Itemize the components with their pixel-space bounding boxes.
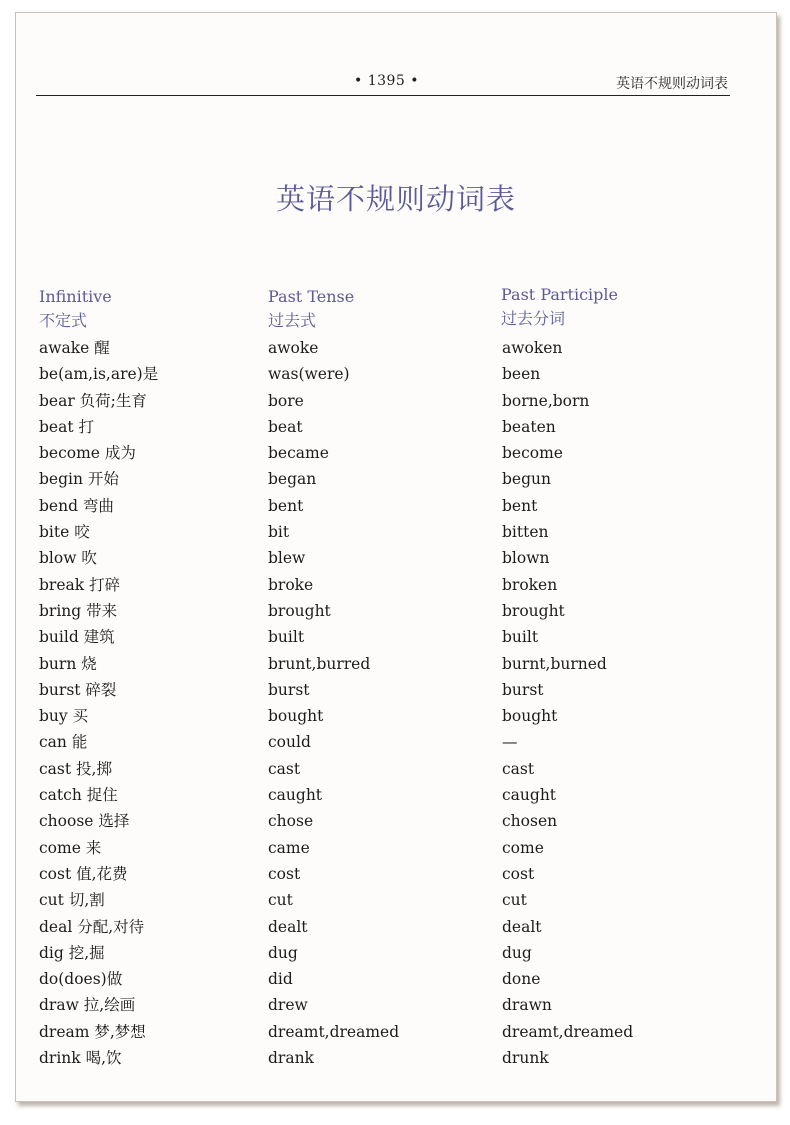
table-row [16, 598, 776, 624]
table-row [16, 677, 776, 703]
past-tense-cell: could [268, 733, 311, 752]
infinitive-cell: build 建筑 [39, 628, 115, 647]
table-row [16, 756, 776, 782]
infinitive-cell: be(am,is,are)是 [39, 365, 159, 384]
infinitive-cell: choose 选择 [39, 812, 130, 831]
past-tense-cell: bit [268, 523, 290, 542]
past-tense-cell: burst [268, 680, 310, 699]
past-participle-cell: bought [502, 707, 558, 726]
table-row [16, 992, 776, 1018]
table-row [16, 835, 776, 861]
past-participle-cell: cost [502, 864, 535, 883]
past-participle-cell: dug [502, 943, 532, 962]
past-participle-cell: drunk [502, 1049, 549, 1068]
table-row [16, 782, 776, 808]
past-participle-cell: borne,born [502, 391, 590, 410]
table-row [16, 335, 776, 361]
past-tense-cell: was(were) [268, 365, 350, 384]
infinitive-cell: bring 带来 [39, 601, 118, 620]
infinitive-cell: break 打碎 [39, 575, 121, 594]
infinitive-cell: burn 烧 [39, 654, 97, 673]
infinitive-cell: dig 挖,掘 [39, 943, 105, 962]
page-title: 英语不规则动词表 [275, 182, 516, 216]
past-participle-cell: become [502, 444, 563, 463]
table-row [16, 861, 776, 887]
past-tense-cell: dealt [268, 917, 308, 936]
past-participle-cell: chosen [502, 812, 558, 831]
infinitive-cell: begin 开始 [39, 470, 119, 489]
past-participle-cell: come [502, 838, 544, 857]
past-participle-cell: beaten [502, 417, 556, 436]
verb-table [16, 335, 776, 1071]
page-header [36, 71, 730, 96]
running-title: 英语不规则动词表 [616, 76, 728, 92]
infinitive-cell: burst 碎裂 [39, 680, 117, 699]
table-row [16, 572, 776, 598]
table-row [16, 940, 776, 966]
table-row [16, 545, 776, 571]
past-tense-cell: began [268, 470, 317, 489]
past-tense-cell: broke [268, 575, 314, 594]
table-row [16, 493, 776, 519]
infinitive-cell: beat 打 [39, 417, 94, 436]
infinitive-cell: bear 负荷;生育 [39, 391, 147, 410]
column-header-zh: 不定式 [39, 311, 88, 330]
past-tense-cell: chose [268, 812, 314, 831]
table-row [16, 914, 776, 940]
past-tense-cell: cost [268, 864, 301, 883]
past-tense-cell: dug [268, 943, 298, 962]
infinitive-cell: catch 捉住 [39, 786, 118, 805]
infinitive-cell: draw 拉,绘画 [39, 996, 136, 1015]
infinitive-cell: bend 弯曲 [39, 496, 114, 515]
past-participle-cell: cast [502, 759, 535, 778]
past-tense-cell: cast [268, 759, 301, 778]
past-tense-cell: cut [268, 891, 293, 910]
table-row [16, 624, 776, 650]
infinitive-cell: deal 分配,对待 [39, 917, 145, 936]
book-page [15, 12, 777, 1102]
past-participle-cell: dreamt,dreamed [502, 1022, 634, 1041]
past-tense-cell: did [268, 970, 293, 989]
past-participle-cell: been [502, 365, 541, 384]
past-participle-cell: cut [502, 891, 527, 910]
infinitive-cell: become 成为 [39, 444, 136, 463]
infinitive-cell: cut 切,割 [39, 891, 105, 910]
column-header-en: Past Tense [268, 287, 355, 306]
past-participle-cell: done [502, 970, 541, 989]
table-row [16, 651, 776, 677]
column-header-past-participle [501, 283, 618, 331]
past-tense-cell: drew [268, 996, 308, 1015]
past-tense-cell: bought [268, 707, 324, 726]
table-row [16, 729, 776, 755]
past-participle-cell: dealt [502, 917, 542, 936]
table-row [16, 361, 776, 387]
table-row [16, 966, 776, 992]
table-row [16, 887, 776, 913]
column-header-en: Past Participle [501, 285, 618, 304]
infinitive-cell: drink 喝,饮 [39, 1049, 122, 1068]
past-tense-cell: blew [268, 549, 306, 568]
table-row [16, 1045, 776, 1071]
past-tense-cell: beat [268, 417, 303, 436]
table-row [16, 808, 776, 834]
past-tense-cell: bore [268, 391, 304, 410]
past-participle-cell: — [502, 733, 518, 752]
infinitive-cell: bite 咬 [39, 523, 90, 542]
past-participle-cell: bitten [502, 523, 549, 542]
infinitive-cell: cost 值,花费 [39, 864, 128, 883]
table-row [16, 1019, 776, 1045]
infinitive-cell: cast 投,掷 [39, 759, 112, 778]
infinitive-cell: can 能 [39, 733, 88, 752]
past-tense-cell: came [268, 838, 310, 857]
column-header-infinitive [39, 285, 112, 333]
page-number: • 1395 • [354, 73, 420, 89]
table-row [16, 519, 776, 545]
past-tense-cell: awoke [268, 339, 319, 357]
table-row [16, 703, 776, 729]
infinitive-cell: come 来 [39, 838, 102, 857]
past-tense-cell: bent [268, 496, 304, 515]
infinitive-cell: awake 醒 [39, 339, 110, 357]
column-header-en: Infinitive [39, 287, 112, 306]
past-tense-cell: brunt,burred [268, 654, 371, 673]
past-participle-cell: broken [502, 575, 558, 594]
past-tense-cell: caught [268, 786, 323, 805]
past-participle-cell: begun [502, 470, 551, 489]
past-participle-cell: built [502, 628, 539, 647]
infinitive-cell: blow 吹 [39, 549, 97, 568]
infinitive-cell: do(does)做 [39, 970, 123, 989]
past-tense-cell: built [268, 628, 305, 647]
past-tense-cell: brought [268, 601, 331, 620]
column-header-zh: 过去分词 [501, 309, 566, 328]
past-participle-cell: awoken [502, 339, 563, 357]
past-participle-cell: caught [502, 786, 557, 805]
column-header-past-tense [268, 285, 354, 333]
column-header-zh: 过去式 [268, 311, 317, 330]
table-row [16, 466, 776, 492]
past-participle-cell: burst [502, 680, 544, 699]
past-participle-cell: burnt,burned [502, 654, 607, 673]
infinitive-cell: buy 买 [39, 707, 89, 726]
past-participle-cell: blown [502, 549, 550, 568]
past-tense-cell: dreamt,dreamed [268, 1022, 400, 1041]
past-tense-cell: drank [268, 1049, 314, 1068]
table-row [16, 440, 776, 466]
past-participle-cell: drawn [502, 996, 552, 1015]
past-tense-cell: became [268, 444, 329, 463]
infinitive-cell: dream 梦,梦想 [39, 1022, 146, 1041]
past-participle-cell: bent [502, 496, 538, 515]
past-participle-cell: brought [502, 601, 565, 620]
table-row [16, 388, 776, 414]
table-row [16, 414, 776, 440]
